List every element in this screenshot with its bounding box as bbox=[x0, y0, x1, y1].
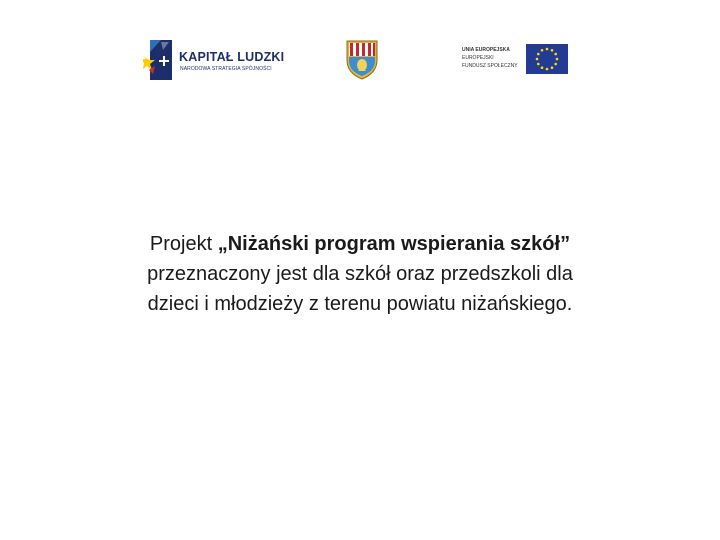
eu-flag-icon bbox=[526, 44, 568, 74]
kapital-ludzki-title: KAPITAŁ LUDZKI bbox=[179, 50, 285, 64]
project-description bbox=[60, 229, 660, 319]
logo-bar bbox=[0, 38, 720, 84]
eu-logo bbox=[462, 44, 572, 76]
eu-text bbox=[462, 46, 522, 70]
project-title-line bbox=[60, 229, 660, 259]
eu-european-label: EUROPEJSKI bbox=[462, 55, 494, 61]
coat-of-arms-logo bbox=[345, 40, 379, 80]
kapital-ludzki-logo bbox=[143, 38, 283, 84]
project-title: „Niżański program wspierania szkół” bbox=[217, 233, 571, 255]
eu-union-label: UNIA EUROPEJSKA bbox=[462, 47, 510, 53]
description-line-3: dzieci i młodzieży z terenu powiatu niżańskiego. bbox=[147, 293, 573, 315]
description-line-2: przeznaczony jest dla szkół oraz przedszkoli dla bbox=[147, 263, 573, 285]
coat-of-arms-icon bbox=[345, 40, 379, 80]
eu-social-fund-label: FUNDUSZ SPOŁECZNY bbox=[462, 63, 518, 69]
project-prefix: Projekt bbox=[149, 233, 218, 255]
kapital-ludzki-icon bbox=[143, 38, 173, 82]
kapital-ludzki-subtitle: NARODOWA STRATEGIA SPÓJNOŚCI bbox=[180, 66, 272, 72]
